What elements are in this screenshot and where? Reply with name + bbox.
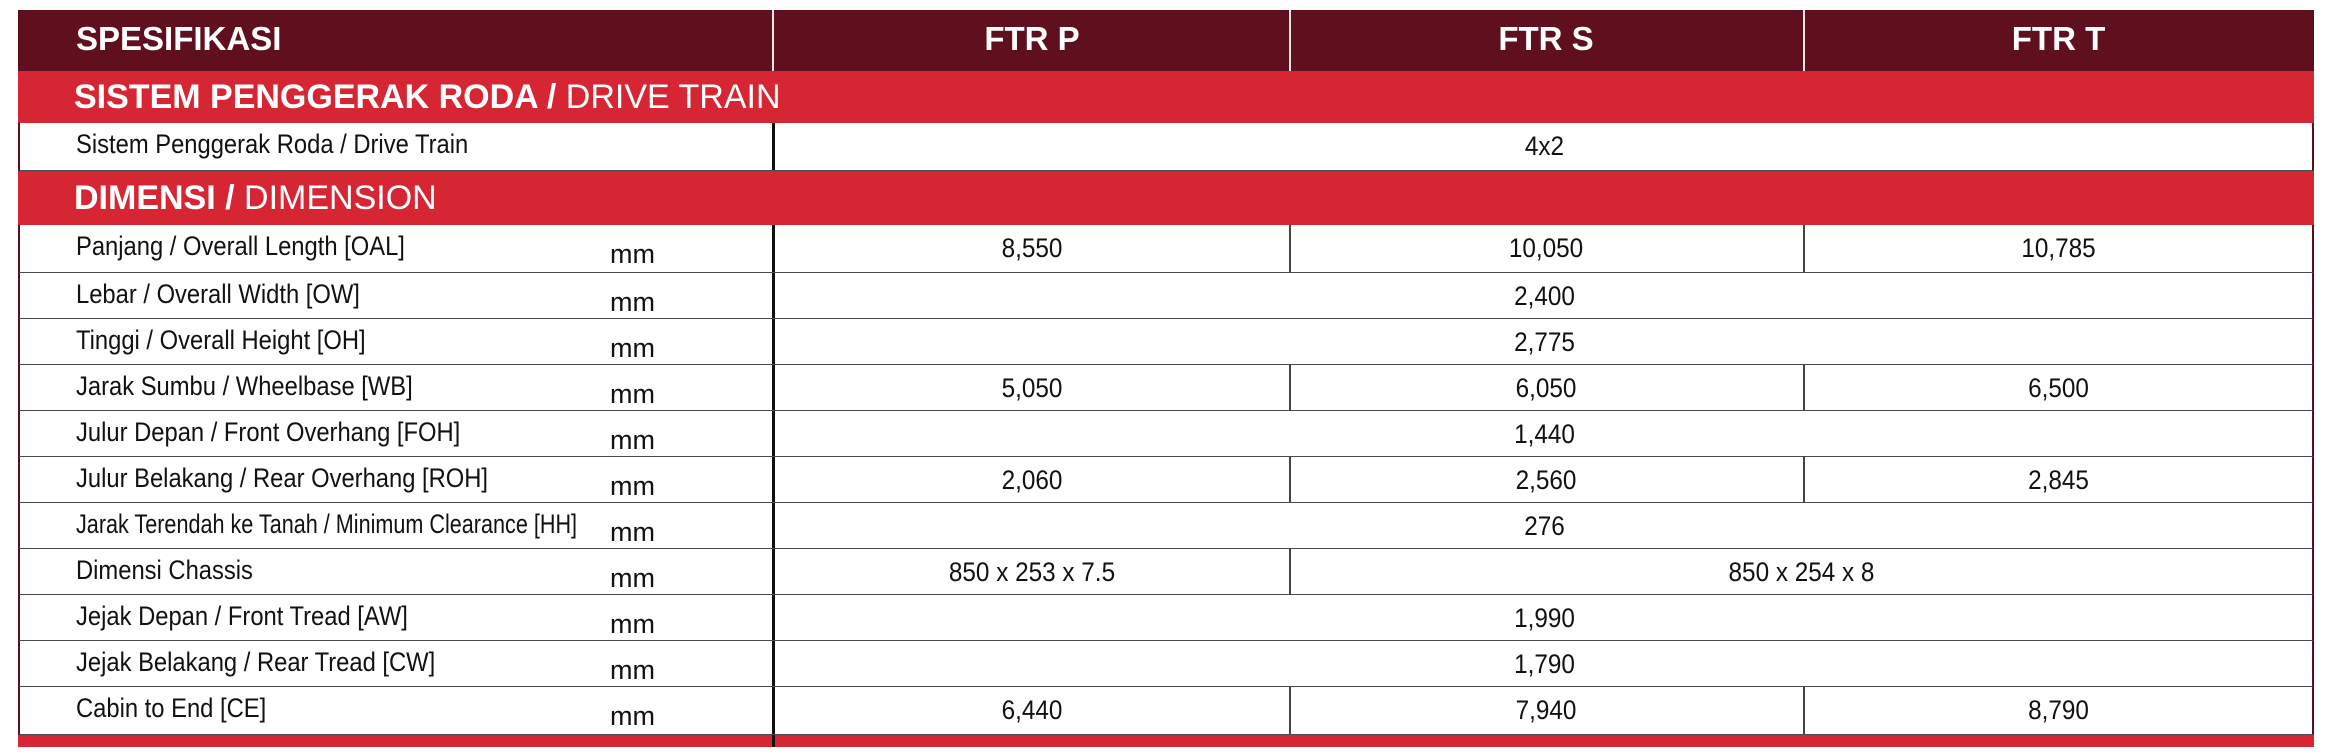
column-divider: [772, 273, 775, 318]
row-label: Tinggi / Overall Height [OH]: [76, 325, 366, 355]
value-ftr-p: 2,060: [1001, 465, 1063, 495]
row-unit: mm: [610, 425, 655, 455]
value-ftr-t: 6,500: [2028, 373, 2089, 403]
cell-divider: [1289, 687, 1291, 734]
value-ftr-p: 6,440: [1001, 695, 1063, 725]
table-row: [18, 595, 2314, 641]
table-row: [18, 687, 2314, 735]
column-divider: [772, 365, 775, 410]
row-unit: mm: [610, 563, 655, 593]
row-unit: mm: [610, 239, 655, 269]
table-row: [18, 503, 2314, 549]
row-label: Julur Depan / Front Overhang [FOH]: [76, 417, 461, 447]
column-divider: [772, 123, 775, 170]
cell-divider: [1289, 225, 1291, 272]
column-divider: [772, 641, 775, 686]
row-value: 2,400: [1514, 281, 1575, 311]
column-divider: [772, 225, 775, 272]
value-ftr-s: 6,050: [1515, 373, 1577, 403]
value-ftr-t: 2,845: [2028, 465, 2089, 495]
value-ftr-s-t: 850 x 254 x 8: [1728, 557, 1875, 587]
column-divider: [772, 457, 775, 502]
row-value: 2,775: [1514, 327, 1575, 357]
header-divider: [772, 10, 774, 71]
row-label: Jejak Depan / Front Tread [AW]: [76, 601, 408, 631]
column-divider: [772, 503, 775, 548]
row-value: 1,790: [1514, 649, 1575, 679]
table-row: [18, 273, 2314, 319]
table-row: [18, 457, 2314, 503]
value-ftr-t: 8,790: [2028, 695, 2089, 725]
table-row: [18, 365, 2314, 411]
section-title: DIMENSI /: [74, 179, 235, 217]
row-unit: mm: [610, 609, 655, 639]
row-unit: mm: [610, 517, 655, 547]
value-ftr-p: 8,550: [1001, 233, 1063, 263]
row-unit: mm: [610, 379, 655, 409]
section-dimension: [18, 171, 2314, 225]
row-label: Jarak Sumbu / Wheelbase [WB]: [76, 371, 413, 401]
spec-table: [18, 10, 2314, 747]
section-drive-train: [18, 71, 2314, 123]
cell-divider: [1803, 225, 1805, 272]
table-row: [18, 123, 2314, 171]
cell-divider: [1289, 457, 1291, 502]
row-value: 4x2: [1524, 131, 1565, 161]
value-ftr-s: 7,940: [1515, 695, 1577, 725]
column-divider: [772, 319, 775, 364]
row-label: Sistem Penggerak Roda / Drive Train: [76, 129, 469, 159]
header-ftr-t: FTR T: [2011, 20, 2106, 57]
value-ftr-p: 5,050: [1001, 373, 1063, 403]
column-divider: [772, 687, 775, 734]
column-divider: [772, 595, 775, 640]
header-ftr-s: FTR S: [1498, 20, 1594, 57]
table-row: [18, 641, 2314, 687]
row-label: Jarak Terendah ke Tanah / Minimum Clearance [HH]: [76, 509, 578, 539]
value-ftr-t: 10,785: [2021, 233, 2096, 263]
row-label: Lebar / Overall Width [OW]: [76, 279, 360, 309]
value-ftr-p: 850 x 253 x 7.5: [948, 557, 1116, 587]
row-label: Panjang / Overall Length [OAL]: [76, 231, 405, 261]
header-spesifikasi: SPESIFIKASI: [76, 20, 282, 57]
column-divider: [772, 411, 775, 456]
row-label: Jejak Belakang / Rear Tread [CW]: [76, 647, 436, 677]
cell-divider: [1289, 549, 1291, 594]
table-row: [18, 225, 2314, 273]
row-unit: mm: [610, 333, 655, 363]
row-label: Cabin to End [CE]: [76, 693, 267, 723]
header-ftr-p: FTR P: [984, 20, 1080, 57]
cell-divider: [1803, 687, 1805, 734]
table-row: [18, 549, 2314, 595]
column-divider: [772, 549, 775, 594]
section-title: SISTEM PENGGERAK RODA /: [74, 78, 557, 116]
section-subtitle: DIMENSION: [234, 179, 437, 217]
column-divider: [772, 735, 775, 747]
row-value: 276: [1524, 511, 1565, 541]
row-unit: mm: [610, 471, 655, 501]
table-row: [18, 319, 2314, 365]
row-label: Julur Belakang / Rear Overhang [ROH]: [76, 463, 489, 493]
row-unit: mm: [610, 287, 655, 317]
cell-divider: [1803, 457, 1805, 502]
cell-divider: [1289, 365, 1291, 410]
table-header: [18, 10, 2314, 71]
table-row: [18, 411, 2314, 457]
value-ftr-s: 10,050: [1508, 233, 1584, 263]
cell-divider: [1803, 365, 1805, 410]
row-unit: mm: [610, 655, 655, 685]
row-value: 1,440: [1514, 419, 1575, 449]
section-subtitle: DRIVE TRAIN: [556, 78, 781, 116]
next-section-strip: [18, 735, 2314, 747]
value-ftr-s: 2,560: [1515, 465, 1577, 495]
row-value: 1,990: [1514, 603, 1575, 633]
row-label: Dimensi Chassis: [76, 555, 253, 585]
row-unit: mm: [610, 701, 655, 731]
